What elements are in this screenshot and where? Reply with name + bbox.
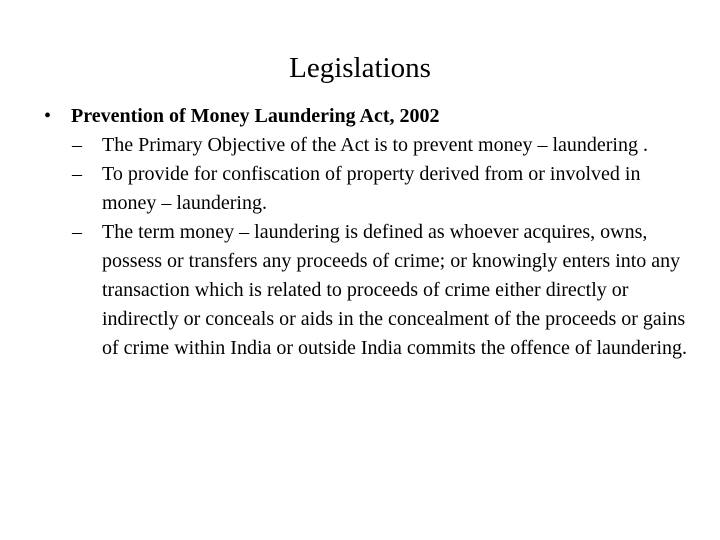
bullet-item (44, 102, 694, 131)
sub-bullet-list (44, 131, 694, 363)
bullet-marker: • (44, 105, 52, 127)
sub-bullet-item (44, 218, 694, 363)
sub-bullet-text: To provide for confiscation of property derived from or involved in money – laundering. (102, 163, 641, 214)
bullet-text: Prevention of Money Laundering Act, 2002 (71, 105, 440, 127)
dash-marker: – (72, 221, 82, 243)
dash-marker: – (72, 163, 82, 185)
slide-content (44, 102, 694, 363)
sub-bullet-text: The term money – laundering is defined as whoever acquires, owns, possess or transfers any proceeds of crime; or knowingly enters into any transaction which is related to proceeds of crime either directly or indirectly or conceals or aids in the concealment of the proceeds or gains of crime within India or outside India commits the offence of laundering. (102, 221, 688, 359)
slide-title: Legislations (289, 52, 431, 84)
sub-bullet-item (44, 160, 694, 218)
dash-marker: – (72, 134, 82, 156)
sub-bullet-item (44, 131, 694, 160)
sub-bullet-text: The Primary Objective of the Act is to prevent money – laundering . (102, 134, 648, 156)
